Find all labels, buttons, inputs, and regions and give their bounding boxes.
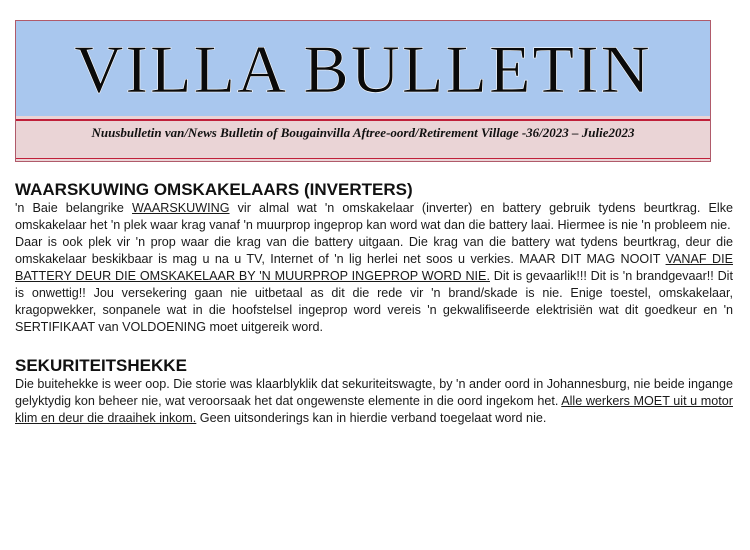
article-body xyxy=(15,180,733,427)
text-run: Dit is gevaarlik!!! Dit is 'n brandgevaar!! Dit is onwettig!! Jou versekering gaan nie uitbetaal as dit die rede vir 'n brand/skade is nie. Enige toestel, omskakelaar, kragopwekker, sonpanele wat in die hoofstelsel ingeprop word vereis 'n gekwalifiseerde elektrisiën wat dit goedkeur en 'n SERTIFIKAAT van VOLDOENING moet uitgereik word. xyxy=(15,269,733,334)
text-run: vir almal wat 'n omskakelaar (inverter) en battery gebruik tydens beurtkrag. Elke omskakelaar het 'n plek waar krag vanaf 'n muurprop ingeprop kan word wat dan die battery laai. Hiermee is nie 'n probleem nie. xyxy=(15,201,733,232)
paragraph-security-gates xyxy=(15,376,733,427)
bulletin-subtitle: Nuusbulletin van/News Bulletin of Bougainvilla Aftree-oord/Retirement Village -36/2023 – Julie2023 xyxy=(91,125,635,140)
text-run: Die buitehekke is weer oop. Die storie was klaarblyklik dat sekuriteitswagte, by 'n ander oord in Johannesburg, nie beide ingange gelyktydig kon beheer nie, wat veroorsaak het dat ongewenste elemente in die oord ingekom het. xyxy=(15,377,733,408)
paragraph-inverters-2 xyxy=(15,234,733,336)
masthead-subbar xyxy=(15,116,711,162)
divider-top xyxy=(16,119,710,121)
underlined-text: VANAF DIE BATTERY DEUR DIE OMSKAKELAAR BY 'N MUURPROP INGEPROP WORD NIE. xyxy=(15,252,733,283)
section-heading-inverters: WAARSKUWING OMSKAKELAARS (INVERTERS) xyxy=(15,180,413,199)
underlined-text: Alle werkers MOET uit u motor klim en deur die draaihek inkom. xyxy=(15,394,733,425)
divider-bottom xyxy=(16,158,710,159)
paragraph-inverters-1 xyxy=(15,200,733,234)
underlined-text: WAARSKUWING xyxy=(132,201,230,215)
section-heading-security-gates: SEKURITEITSHEKKE xyxy=(15,356,187,375)
text-run: 'n Baie belangrike xyxy=(15,201,133,215)
masthead-banner xyxy=(15,20,711,116)
text-run: Daar is ook plek vir 'n prop waar die krag van die battery uitgaan. Die krag van die battery wat tydens beurtkrag, deur die omskakelaar beskikbaar is mag u na u TV, Internet of 'n lig herlei net soos u verkies. MAAR DIT MAG NOOIT xyxy=(15,235,733,266)
spacer xyxy=(15,336,733,356)
text-run: Geen uitsonderings kan in hierdie verband toegelaat word nie. xyxy=(196,411,547,425)
bulletin-title: VILLA BULLETIN xyxy=(74,31,652,107)
